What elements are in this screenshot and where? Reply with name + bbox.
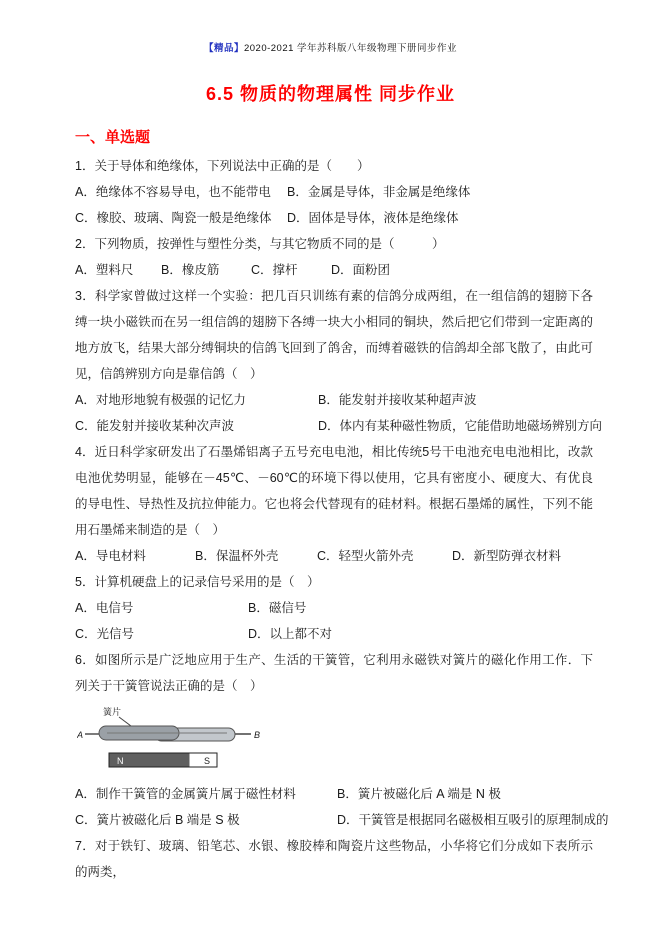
option-line <box>75 595 593 621</box>
reed-switch-figure <box>77 705 593 777</box>
page-header <box>0 0 661 54</box>
question-stem: 4．近日科学家研发出了石墨烯铝离子五号充电电池，相比传统5号干电池充电电池相比，改款电池优势明显，能够在－45℃、－60℃的环境下得以使用，它具有密度小、硬度大、有优良的导电性、导热性及抗拉伸能力。它也将会代替现有的硅材料。根据石墨烯的属性，下列不能用石墨烯来制造的是（ ） <box>75 445 593 537</box>
question-stem: 5．计算机硬盘上的记录信号采用的是（ ） <box>75 575 320 589</box>
option-c: C．撑杆 <box>251 263 298 277</box>
option-d: D．面粉团 <box>331 263 391 277</box>
end-label-b: B <box>254 730 261 740</box>
option-line <box>75 179 593 205</box>
question-5 <box>75 569 593 647</box>
option-line <box>75 543 593 569</box>
option-a: A．绝缘体不容易导电，也不能带电 <box>75 185 271 199</box>
question-stem: 3．科学家曾做过这样一个实验：把几百只训练有素的信鸽分成两组，在一组信鸽的翅膀下各缚一块小磁铁而在另一组信鸽的翅膀下各缚一块大小相同的铜块，然后把它们带到一定距离的地方放飞，结果大部分缚铜块的信鸽飞回到了鸽舍，而缚着磁铁的信鸽却全部飞散了，由此可见，信鸽辨别方向是靠信鸽（ ） <box>75 289 593 381</box>
question-7 <box>75 833 593 885</box>
question-stem: 7．对于铁钉、玻璃、铅笔芯、水银、橡胶棒和陶瓷片这些物品，小华将它们分成如下表所示的两类， <box>75 839 593 879</box>
question-2 <box>75 231 593 283</box>
option-b: B．能发射并接收某种超声波 <box>318 393 477 407</box>
question-1 <box>75 153 593 231</box>
option-a: A．电信号 <box>75 601 134 615</box>
option-d: D．固体是导体，液体是绝缘体 <box>287 211 459 225</box>
option-line <box>75 413 603 439</box>
option-a: A．对地形地貌有极强的记忆力 <box>75 393 246 407</box>
option-line <box>75 257 593 283</box>
question-stem: 1．关于导体和绝缘体，下列说法中正确的是（ ） <box>75 159 370 173</box>
reed-switch-diagram <box>77 705 262 775</box>
worksheet-content <box>75 126 609 885</box>
option-c: C．光信号 <box>75 627 135 641</box>
question-4 <box>75 439 593 569</box>
option-a: A．制作干簧管的金属簧片属于磁性材料 <box>75 787 296 801</box>
option-b: B．金属是导体，非金属是绝缘体 <box>287 185 471 199</box>
option-d: D．以上都不对 <box>248 627 333 641</box>
option-line <box>75 387 593 413</box>
option-b: B．簧片被磁化后 A 端是 N 极 <box>337 787 501 801</box>
section-heading: 一、单选题 <box>75 129 151 146</box>
page-title: 6.5 物质的物理属性 同步作业 <box>205 84 456 104</box>
option-b: B．磁信号 <box>248 601 307 615</box>
option-line <box>75 621 593 647</box>
option-d: D．体内有某种磁性物质，它能借助地磁场辨别方向 <box>318 419 603 433</box>
option-c: C．橡胶、玻璃、陶瓷一般是绝缘体 <box>75 211 272 225</box>
question-stem: 6．如图所示是广泛地应用于生产、生活的干簧管，它利用永磁铁对簧片的磁化作用工作．下列关于干簧管说法正确的是（ ） <box>75 653 593 693</box>
option-line <box>75 205 593 231</box>
question-stem: 2．下列物质，按弹性与塑性分类，与其它物质不同的是（ ） <box>75 237 445 251</box>
reed-label: 簧片 <box>103 707 122 717</box>
option-c: C．轻型火箭外壳 <box>317 549 414 563</box>
question-6 <box>75 647 609 833</box>
magnet-n-label: N <box>117 756 124 766</box>
option-a: A．塑料尺 <box>75 263 134 277</box>
option-a: A．导电材料 <box>75 549 146 563</box>
option-line <box>75 807 609 833</box>
magnet-s-label: S <box>204 756 211 766</box>
header-text: 2020-2021 学年苏科版八年级物理下册同步作业 <box>243 43 458 54</box>
header-badge: 【精品】 <box>203 43 244 54</box>
option-b: B．保温杯外壳 <box>195 549 279 563</box>
question-3 <box>75 283 603 439</box>
end-label-a: A <box>77 730 84 740</box>
option-d: D．新型防弹衣材料 <box>452 549 562 563</box>
option-line <box>75 781 593 807</box>
option-c: C．簧片被磁化后 B 端是 S 极 <box>75 813 240 827</box>
option-d: D．干簧管是根据同名磁极相互吸引的原理制成的 <box>337 813 609 827</box>
option-b: B．橡皮筋 <box>161 263 220 277</box>
option-c: C．能发射并接收某种次声波 <box>75 419 235 433</box>
